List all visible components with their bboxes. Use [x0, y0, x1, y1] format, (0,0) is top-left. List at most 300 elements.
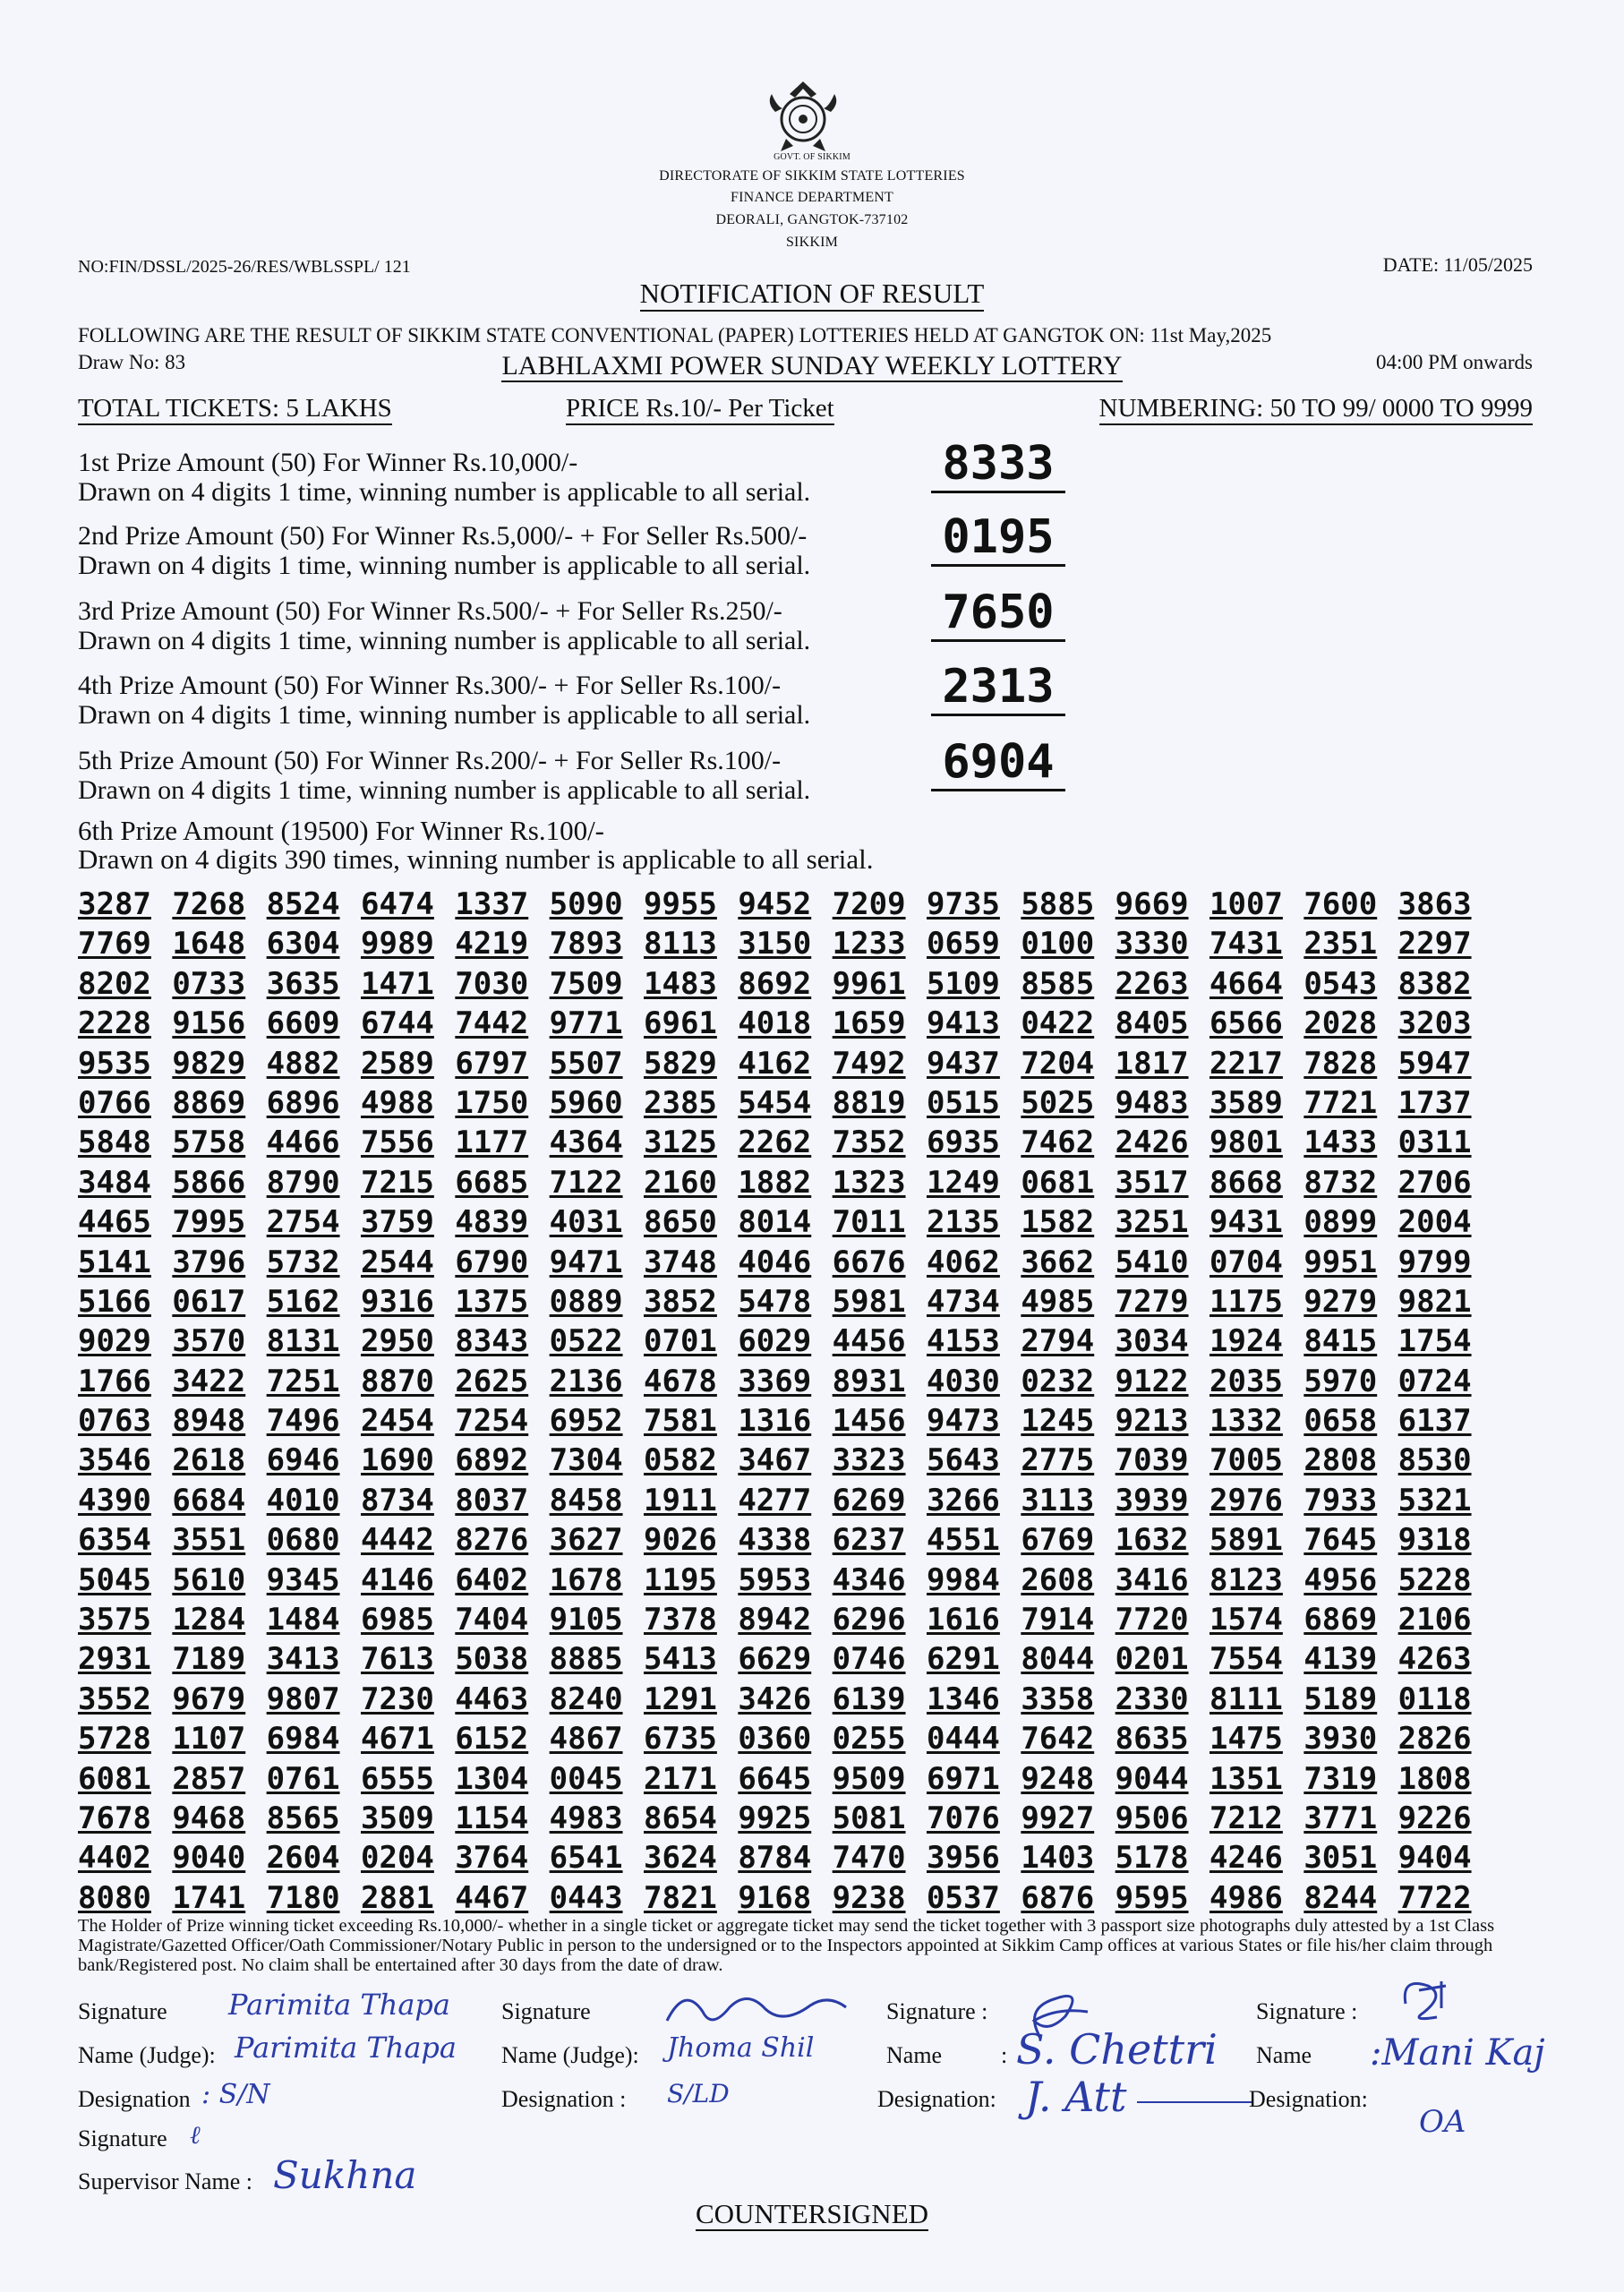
prize-6-number: 3759 — [361, 1204, 434, 1241]
prize-6-number: 1750 — [455, 1084, 529, 1121]
prize-6-number: 3113 — [1021, 1482, 1095, 1518]
prize-6-number: 8732 — [1303, 1164, 1378, 1201]
prize-6-number: 3575 — [78, 1602, 151, 1638]
prize-6-number: 5321 — [1397, 1482, 1472, 1518]
supervisor-name-label: Supervisor Name : — [78, 2168, 252, 2194]
prize-6-number: 5981 — [832, 1283, 906, 1320]
prize-6-number: 7914 — [1021, 1602, 1095, 1638]
prize-6-number: 2826 — [1397, 1721, 1472, 1757]
prize-6-number: 0617 — [172, 1283, 246, 1320]
prize-6-number: 6152 — [455, 1721, 529, 1757]
countersigned-label: COUNTERSIGNED — [695, 2198, 929, 2229]
prize-6-number: 9951 — [1303, 1244, 1378, 1280]
prize-6-number: 3551 — [172, 1522, 246, 1559]
prize-6-number: 6744 — [361, 1005, 434, 1042]
prize-6-number: 8692 — [738, 965, 812, 1002]
prize-6-number: 5728 — [78, 1721, 151, 1757]
prize-6-number: 9044 — [1115, 1760, 1189, 1797]
prize-6-number: 7642 — [1021, 1721, 1095, 1757]
prize-4-text: 4th Prize Amount (50) For Winner Rs.300/- + For Seller Rs.100/- Drawn on 4 digits 1 time, winning number is applicable to all serial. — [78, 671, 811, 730]
prize-6-number: 4839 — [455, 1204, 529, 1241]
claim-notice: The Holder of Prize winning ticket exceeding Rs.10,000/- whether in a single ticket or aggregate ticket may send the ticket together with 3 passport size photographs duly attested by a 1st Class Magistrate/Gazetted Officer/Oath Commissioner/Notary Public in person to the undersigned or to the Inspectors appointed at Sikkim Camp offices at various States or file his/her claim through bank/Registered post. No claim shall be entertained after 30 days from the date of draw. — [78, 1916, 1495, 1975]
prize-6-number: 8885 — [549, 1641, 623, 1678]
prize-6-number: 5507 — [549, 1045, 623, 1082]
prize-6-number: 4988 — [361, 1084, 434, 1121]
signature-stroke — [1137, 2101, 1253, 2103]
prize-6-number: 7431 — [1209, 926, 1283, 962]
prize-6-number: 2775 — [1021, 1442, 1095, 1479]
prize-6-number: 3852 — [644, 1283, 717, 1320]
prize-6-number: 0543 — [1303, 965, 1378, 1002]
prize-6-number: 7554 — [1209, 1641, 1283, 1678]
prize-6-number: 4664 — [1209, 965, 1283, 1002]
prize-6-number: 7492 — [832, 1045, 906, 1082]
prize-6-number: 3956 — [927, 1840, 1000, 1877]
prize-6-number: 3330 — [1115, 926, 1189, 962]
lottery-name: LABHLAXMI POWER SUNDAY WEEKLY LOTTERY — [501, 351, 1123, 381]
prize-6-number: 0537 — [927, 1879, 1000, 1916]
prize-6-number: 1483 — [644, 965, 717, 1002]
prize-6-number: 1195 — [644, 1561, 717, 1598]
prize-6-number: 8668 — [1209, 1164, 1283, 1201]
prize-6-number: 6629 — [738, 1641, 812, 1678]
prize-6-number: 1316 — [738, 1403, 812, 1440]
supervisor-signature-mark: ℓ — [190, 2120, 201, 2150]
ticket-numbering: NUMBERING: 50 TO 99/ 0000 TO 9999 — [1099, 394, 1533, 423]
prize-6-number: 3203 — [1397, 1005, 1472, 1042]
prize-6-number: 9925 — [738, 1800, 812, 1836]
prize-6-number: 8530 — [1397, 1442, 1472, 1479]
prize-6-number: 5228 — [1397, 1561, 1472, 1598]
prize-6-number: 9040 — [172, 1840, 246, 1877]
prize-6-number: 4442 — [361, 1522, 434, 1559]
prize-6-number: 8942 — [738, 1602, 812, 1638]
prize-6-number: 4456 — [832, 1323, 906, 1360]
prize-6-number: 1233 — [832, 926, 906, 962]
prize-6-number: 7030 — [455, 965, 529, 1002]
state-name: SIKKIM — [785, 235, 839, 250]
prize-6-number: 5090 — [549, 886, 623, 922]
prize-6-number: 6685 — [455, 1164, 529, 1201]
prize-6-number: 0680 — [266, 1522, 340, 1559]
prize-6-number: 7180 — [266, 1879, 340, 1916]
prize-6-number: 5960 — [549, 1084, 623, 1121]
prize-6-number: 8014 — [738, 1204, 812, 1241]
prize-6-number: 4046 — [738, 1244, 812, 1280]
prize-6-number: 1175 — [1209, 1283, 1283, 1320]
prize-6-number: 2351 — [1303, 926, 1378, 962]
prize-6-number: 0311 — [1397, 1125, 1472, 1161]
prize-6-number: 9279 — [1303, 1283, 1378, 1320]
prize-6-number: 4867 — [549, 1721, 623, 1757]
prize-4-number: 2313 — [931, 660, 1065, 716]
prize-6-number: 7470 — [832, 1840, 906, 1877]
prize-6-number: 9595 — [1115, 1879, 1189, 1916]
prize-6-number: 1154 — [455, 1800, 529, 1836]
prize-6-number: 0658 — [1303, 1403, 1378, 1440]
prize-6-number: 6985 — [361, 1602, 434, 1638]
prize-6-number: 5038 — [455, 1641, 529, 1678]
prize-6-number: 9927 — [1021, 1800, 1095, 1836]
prize-6-number: 4346 — [832, 1561, 906, 1598]
prize-6-number: 7268 — [172, 886, 246, 922]
prize-6-number: 8931 — [832, 1363, 906, 1399]
prize-6-number: 7600 — [1303, 886, 1378, 922]
prize-6-number: 7304 — [549, 1442, 623, 1479]
prize-6-number: 7204 — [1021, 1045, 1095, 1082]
prize-6-number: 4882 — [266, 1045, 340, 1082]
prize-6-number: 4986 — [1209, 1879, 1283, 1916]
prize-6-number: 2330 — [1115, 1681, 1189, 1717]
prize-6-number: 6029 — [738, 1323, 812, 1360]
prize-6-number: 3051 — [1303, 1840, 1378, 1877]
prize-6-number: 5848 — [78, 1125, 151, 1161]
prize-6-number: 3413 — [266, 1641, 340, 1678]
prize-6-number: 6876 — [1021, 1879, 1095, 1916]
prize-6-number: 2217 — [1209, 1045, 1283, 1082]
prize-6-number: 1582 — [1021, 1204, 1095, 1241]
prize-6-number: 4985 — [1021, 1283, 1095, 1320]
prize-6-number: 7011 — [832, 1204, 906, 1241]
prize-6-number: 9345 — [266, 1561, 340, 1598]
prize-6-number: 3266 — [927, 1482, 1000, 1518]
prize-6-number: 0733 — [172, 965, 246, 1002]
prize-2-text: 2nd Prize Amount (50) For Winner Rs.5,000/- + For Seller Rs.500/- Drawn on 4 digits 1 time, winning number is applicable to all serial. — [78, 521, 811, 580]
signature-label-5: Signature — [78, 2125, 167, 2151]
prize-6-number: 4263 — [1397, 1641, 1472, 1678]
prize-6-number: 1245 — [1021, 1403, 1095, 1440]
prize-6-number: 4219 — [455, 926, 529, 962]
prize-6-number: 7509 — [549, 965, 623, 1002]
prize-6-number: 1648 — [172, 926, 246, 962]
prize-6-number: 6769 — [1021, 1522, 1095, 1559]
prize-6-number: 1632 — [1115, 1522, 1189, 1559]
prize-6-number: 2544 — [361, 1244, 434, 1280]
prize-6-number: 8650 — [644, 1204, 717, 1241]
prize-6-number: 3150 — [738, 926, 812, 962]
prize-3-number: 7650 — [931, 586, 1065, 642]
prize-6-number: 1346 — [927, 1681, 1000, 1717]
total-tickets: TOTAL TICKETS: 5 LAKHS — [78, 394, 392, 423]
prize-6-number: 0360 — [738, 1721, 812, 1757]
prize-6-number: 0681 — [1021, 1164, 1095, 1201]
prize-6-number: 1754 — [1397, 1323, 1472, 1360]
prize-6-number: 3570 — [172, 1323, 246, 1360]
page-title: NOTIFICATION OF RESULT — [0, 278, 1624, 310]
prize-6-number: 6566 — [1209, 1005, 1283, 1042]
prize-6-number: 8276 — [455, 1522, 529, 1559]
prize-6-number: 8790 — [266, 1164, 340, 1201]
prize-6-number: 3748 — [644, 1244, 717, 1280]
prize-6-number: 0659 — [927, 926, 1000, 962]
emblem-caption: GOVT. OF SIKKIM — [774, 152, 850, 162]
prize-6-number: 8343 — [455, 1323, 529, 1360]
prize-6-number: 0522 — [549, 1323, 623, 1360]
prize-6-number: 0100 — [1021, 926, 1095, 962]
prize-6-number: 5866 — [172, 1164, 246, 1201]
prize-6-number: 6296 — [832, 1602, 906, 1638]
prize-6-number: 3422 — [172, 1363, 246, 1399]
prize-6-number: 9156 — [172, 1005, 246, 1042]
prize-6-number: 8585 — [1021, 965, 1095, 1002]
prize-6-number: 1249 — [927, 1164, 1000, 1201]
ticket-price: PRICE Rs.10/- Per Ticket — [566, 394, 834, 423]
prize-6-number: 6684 — [172, 1482, 246, 1518]
prize-6-number: 4018 — [738, 1005, 812, 1042]
prize-6-text: 6th Prize Amount (19500) For Winner Rs.100/- Drawn on 4 digits 390 times, winning number is applicable to all serial. — [78, 815, 874, 875]
prize-6-number: 5081 — [832, 1800, 906, 1836]
prize-6-number: 9471 — [549, 1244, 623, 1280]
prize-6-number: 1911 — [644, 1482, 717, 1518]
prize-1-number: 8333 — [931, 437, 1065, 493]
prize-6-number: 7122 — [549, 1164, 623, 1201]
signature-label-2: Signature — [501, 1998, 591, 2024]
prize-6-number: 5970 — [1303, 1363, 1378, 1399]
prize-6-number: 0443 — [549, 1879, 623, 1916]
prize-6-number: 5454 — [738, 1084, 812, 1121]
prize-6-number: 9248 — [1021, 1760, 1095, 1797]
prize-6-number: 8458 — [549, 1482, 623, 1518]
official-4-signature — [1392, 1968, 1464, 2031]
prize-6-number: 4551 — [927, 1522, 1000, 1559]
prize-6-number: 2106 — [1397, 1602, 1472, 1638]
prize-6-number: 4062 — [927, 1244, 1000, 1280]
designation-label-4: Designation: — [1249, 2086, 1368, 2112]
prize-6-number: 4402 — [78, 1840, 151, 1877]
prize-6-number: 7230 — [361, 1681, 434, 1717]
prize-6-number: 4162 — [738, 1045, 812, 1082]
prize-6-number: 1616 — [927, 1602, 1000, 1638]
directorate-name: DIRECTORATE OF SIKKIM STATE LOTTERIES — [659, 168, 965, 184]
prize-6-number: 9509 — [832, 1760, 906, 1797]
prize-6-number: 1375 — [455, 1283, 529, 1320]
prize-6-number: 5891 — [1209, 1522, 1283, 1559]
prize-6-number: 1808 — [1397, 1760, 1472, 1797]
prize-6-number: 3034 — [1115, 1323, 1189, 1360]
prize-5-number: 6904 — [931, 735, 1065, 791]
name-label-4: Name — [1256, 2042, 1312, 2068]
prize-6-number: 6971 — [927, 1760, 1000, 1797]
prize-6-number: 9026 — [644, 1522, 717, 1559]
prize-6-number: 7319 — [1303, 1760, 1378, 1797]
prize-6-number: 3796 — [172, 1244, 246, 1280]
prize-6-number: 9105 — [549, 1602, 623, 1638]
prize-6-number: 7645 — [1303, 1522, 1378, 1559]
prize-6-number: 1882 — [738, 1164, 812, 1201]
prize-6-number: 5732 — [266, 1244, 340, 1280]
prize-6-number: 9984 — [927, 1561, 1000, 1598]
prize-6-number: 2160 — [644, 1164, 717, 1201]
prize-6-number: 2228 — [78, 1005, 151, 1042]
prize-6-number: 3369 — [738, 1363, 812, 1399]
prize-6-number: 8869 — [172, 1084, 246, 1121]
prize-6-number: 9473 — [927, 1403, 1000, 1440]
prize-6-number: 0582 — [644, 1442, 717, 1479]
prize-6-number: 9506 — [1115, 1800, 1189, 1836]
prize-6-number: 8415 — [1303, 1323, 1378, 1360]
prize-6-number: 4390 — [78, 1482, 151, 1518]
prize-6-number: 8734 — [361, 1482, 434, 1518]
prize-6-number: 8524 — [266, 886, 340, 922]
prize-6-number: 5045 — [78, 1561, 151, 1598]
prize-6-number: 2035 — [1209, 1363, 1283, 1399]
prize-6-number: 7005 — [1209, 1442, 1283, 1479]
prize-6-number: 7769 — [78, 926, 151, 962]
prize-6-number: 1817 — [1115, 1045, 1189, 1082]
prize-6-number: 1690 — [361, 1442, 434, 1479]
prize-6-number: 7933 — [1303, 1482, 1378, 1518]
prize-6-number: 0201 — [1115, 1641, 1189, 1678]
prize-6-number-grid — [78, 885, 1492, 1918]
prize-6-number: 4030 — [927, 1363, 1000, 1399]
prize-6-number: 7189 — [172, 1641, 246, 1678]
prize-6-number: 4956 — [1303, 1561, 1378, 1598]
prize-6-number: 0255 — [832, 1721, 906, 1757]
judge-1-name: Parimita Thapa — [235, 2031, 457, 2065]
reference-number: NO:FIN/DSSL/2025-26/RES/WBLSSPL/ 121 — [78, 257, 411, 277]
prize-6-number: 2608 — [1021, 1561, 1095, 1598]
signature-label-1: Signature — [78, 1998, 167, 2024]
prize-6-number: 0204 — [361, 1840, 434, 1877]
govt-emblem-icon — [763, 76, 843, 157]
prize-6-number: 9431 — [1209, 1204, 1283, 1241]
draw-number: Draw No: 83 — [78, 351, 186, 373]
prize-6-number: 6961 — [644, 1005, 717, 1042]
prize-6-number: 9989 — [361, 926, 434, 962]
prize-6-number: 2618 — [172, 1442, 246, 1479]
prize-6-number: 3484 — [78, 1164, 151, 1201]
name-colon-3: : — [1001, 2042, 1008, 2068]
name-judge-label-2: Name (Judge): — [501, 2042, 639, 2068]
prize-6-number: 9168 — [738, 1879, 812, 1916]
prize-6-number: 7209 — [832, 886, 906, 922]
prize-6-number: 4678 — [644, 1363, 717, 1399]
prize-6-number: 3358 — [1021, 1681, 1095, 1717]
prize-6-number: 6790 — [455, 1244, 529, 1280]
prize-6-number: 6081 — [78, 1760, 151, 1797]
prize-6-number: 5178 — [1115, 1840, 1189, 1877]
prize-3-text: 3rd Prize Amount (50) For Winner Rs.500/- + For Seller Rs.250/- Drawn on 4 digits 1 time, winning number is applicable to all serial. — [78, 596, 811, 655]
signature-label-4: Signature : — [1256, 1998, 1358, 2024]
prize-6-number: 9404 — [1397, 1840, 1472, 1877]
prize-6-number: 8244 — [1303, 1879, 1378, 1916]
prize-6-number: 8405 — [1115, 1005, 1189, 1042]
prize-6-number: 4467 — [455, 1879, 529, 1916]
prize-6-number: 1177 — [455, 1125, 529, 1161]
prize-6-number: 3764 — [455, 1840, 529, 1877]
prize-6-number: 7279 — [1115, 1283, 1189, 1320]
prize-6-number: 7352 — [832, 1125, 906, 1161]
name-label-3: Name — [886, 2042, 943, 2068]
prize-6-number: 9029 — [78, 1323, 151, 1360]
prize-6-number: 6984 — [266, 1721, 340, 1757]
notification-date: DATE: 11/05/2025 — [1382, 253, 1533, 276]
prize-6-number: 9122 — [1115, 1363, 1189, 1399]
prize-6-number: 9318 — [1397, 1522, 1472, 1559]
prize-6-number: 4466 — [266, 1125, 340, 1161]
prize-6-number: 3287 — [78, 886, 151, 922]
designation-label-2: Designation : — [501, 2086, 627, 2112]
prize-6-number: 5166 — [78, 1283, 151, 1320]
prize-6-number: 0724 — [1397, 1363, 1472, 1399]
prize-6-number: 9483 — [1115, 1084, 1189, 1121]
prize-6-number: 7404 — [455, 1602, 529, 1638]
prize-6-number: 9437 — [927, 1045, 1000, 1082]
prize-6-number: 5610 — [172, 1561, 246, 1598]
prize-6-number: 3635 — [266, 965, 340, 1002]
prize-6-number: 7581 — [644, 1403, 717, 1440]
prize-5-text: 5th Prize Amount (50) For Winner Rs.200/- + For Seller Rs.100/- Drawn on 4 digits 1 time, winning number is applicable to all serial. — [78, 746, 811, 805]
prize-6-number: 1007 — [1209, 886, 1283, 922]
prize-6-number: 7722 — [1397, 1879, 1472, 1916]
prize-6-number: 1924 — [1209, 1323, 1283, 1360]
prize-6-number: 1351 — [1209, 1760, 1283, 1797]
prize-6-number: 3771 — [1303, 1800, 1378, 1836]
prize-6-number: 6935 — [927, 1125, 1000, 1161]
prize-6-number: 2976 — [1209, 1482, 1283, 1518]
prize-6-number: 0045 — [549, 1760, 623, 1797]
prize-6-number: 8044 — [1021, 1641, 1095, 1678]
prize-6-number: 8382 — [1397, 965, 1472, 1002]
prize-6-number: 2625 — [455, 1363, 529, 1399]
prize-6-number: 6402 — [455, 1561, 529, 1598]
judge-1-designation: : S/N — [201, 2079, 270, 2110]
prize-6-number: 8240 — [549, 1681, 623, 1717]
prize-6-number: 7215 — [361, 1164, 434, 1201]
prize-6-number: 0761 — [266, 1760, 340, 1797]
prize-6-number: 8784 — [738, 1840, 812, 1877]
official-3-name: S. Chettri — [1016, 2025, 1218, 2074]
prize-6-number: 4734 — [927, 1283, 1000, 1320]
prize-6-number: 3426 — [738, 1681, 812, 1717]
prize-6-number: 8948 — [172, 1403, 246, 1440]
prize-6-number: 2135 — [927, 1204, 1000, 1241]
prize-6-number: 1475 — [1209, 1721, 1283, 1757]
prize-6-number: 7995 — [172, 1204, 246, 1241]
prize-6-number: 0118 — [1397, 1681, 1472, 1717]
prize-6-number: 8565 — [266, 1800, 340, 1836]
prize-6-number: 3939 — [1115, 1482, 1189, 1518]
prize-6-number: 5947 — [1397, 1045, 1472, 1082]
supervisor-name: Sukhna — [273, 2153, 417, 2197]
prize-6-number: 8819 — [832, 1084, 906, 1121]
prize-6-number: 6609 — [266, 1005, 340, 1042]
prize-6-number: 0701 — [644, 1323, 717, 1360]
prize-6-number: 5109 — [927, 965, 1000, 1002]
prize-6-number: 2171 — [644, 1760, 717, 1797]
prize-6-number: 6735 — [644, 1721, 717, 1757]
prize-6-number: 1678 — [549, 1561, 623, 1598]
prize-6-number: 9807 — [266, 1681, 340, 1717]
prize-6-number: 9468 — [172, 1800, 246, 1836]
prize-6-number: 8870 — [361, 1363, 434, 1399]
prize-6-number: 5953 — [738, 1561, 812, 1598]
prize-6-number: 1484 — [266, 1602, 340, 1638]
prize-6-number: 5413 — [644, 1641, 717, 1678]
prize-6-number: 7039 — [1115, 1442, 1189, 1479]
prize-6-number: 9829 — [172, 1045, 246, 1082]
designation-label-3: Designation: — [877, 2086, 996, 2112]
prize-6-number: 6139 — [832, 1681, 906, 1717]
prize-6-number: 8113 — [644, 926, 717, 962]
prize-6-number: 6555 — [361, 1760, 434, 1797]
prize-6-number: 2262 — [738, 1125, 812, 1161]
prize-6-number: 3125 — [644, 1125, 717, 1161]
prize-6-number: 2931 — [78, 1641, 151, 1678]
prize-6-number: 6645 — [738, 1760, 812, 1797]
prize-6-number: 2136 — [549, 1363, 623, 1399]
prize-6-number: 1433 — [1303, 1125, 1378, 1161]
